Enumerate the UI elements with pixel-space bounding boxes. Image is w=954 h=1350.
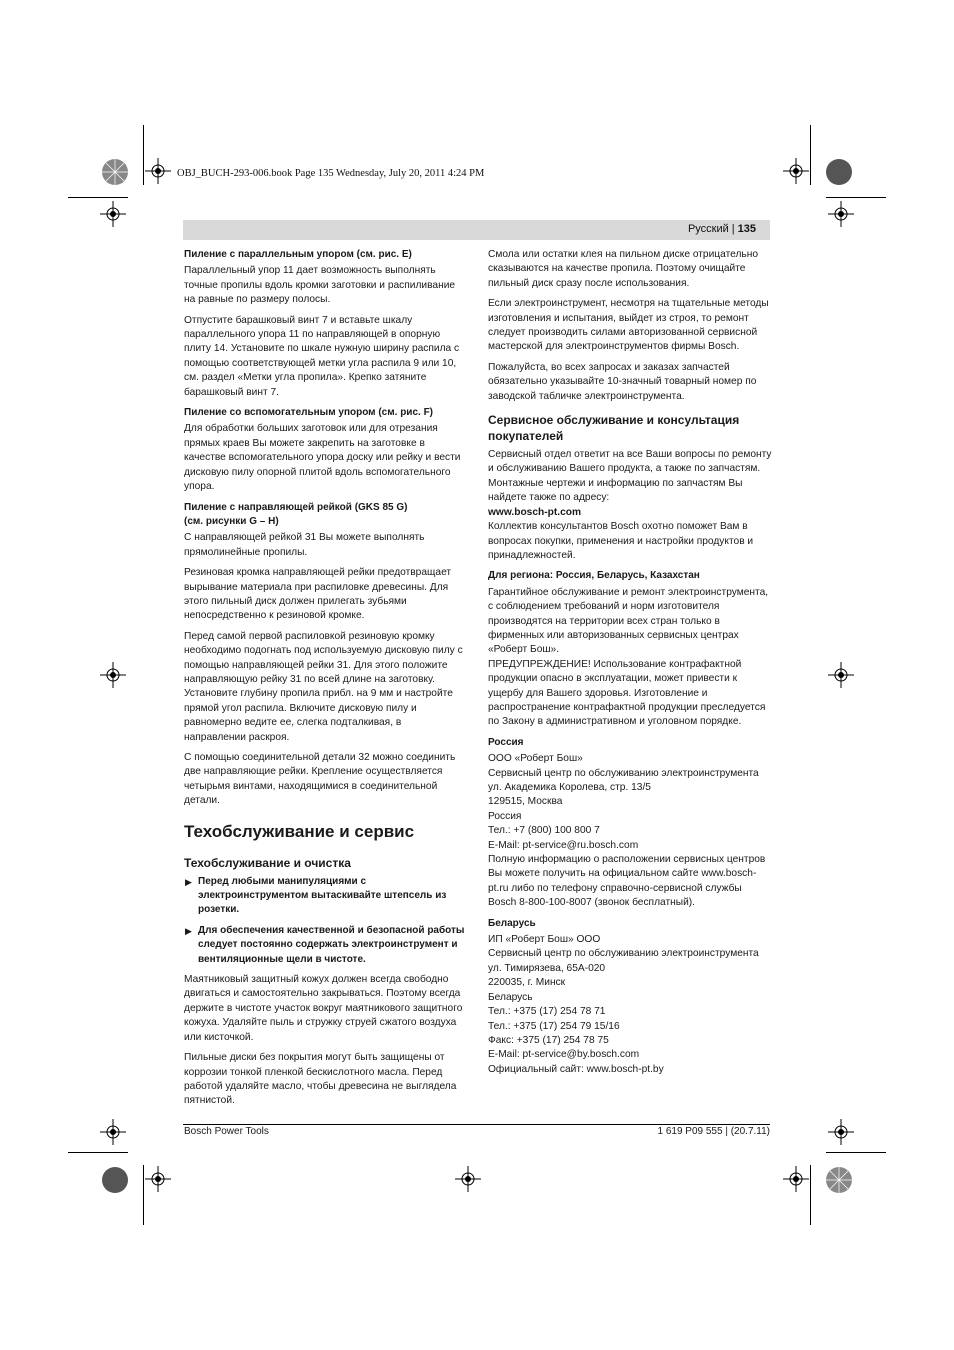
paragraph: Гарантийное обслуживание и ремонт электроинструмента, с соблюдением требований и норм изготовителя производятся на территории всех стран только в фирменных или авторизованных сервисных центрах «Роберт Бош». bbox=[488, 586, 769, 656]
contact-line: Россия bbox=[488, 810, 522, 822]
paragraph: Перед самой первой распиловкой резиновую кромку необходимо подогнать под используемую дисковую пилу с помощью направляющей рейки 31. Для этого положите направляющую рейку 31 по всей длине на заготовку. Установите глубину пропила прибл. на 9 мм и настройте прямой угол распила. Включите дисковую пилу и равномерно ведите ее, слегка подталкивая, в направлении раскроя. bbox=[184, 630, 463, 743]
contact-line: Официальный сайт: www.bosch-pt.by bbox=[488, 1063, 664, 1075]
section-title-parallel-guide: Пиление с параллельным упором (см. рис. E) bbox=[184, 249, 412, 260]
registration-mark-icon bbox=[828, 201, 854, 227]
header-language: Русский bbox=[687, 223, 729, 235]
paragraph: Параллельный упор 11 дает возможность выполнять точные пропилы вдоль кромки заготовки и распиливание на равные по размеру полосы. bbox=[184, 265, 456, 306]
header-text: Русский | 135 bbox=[687, 223, 756, 235]
paragraph: С направляющей рейкой 31 Вы можете выполнять прямолинейные пропилы. bbox=[184, 532, 425, 558]
sub-heading: Техобслуживание и очистка bbox=[184, 855, 351, 870]
bullet-item bbox=[184, 875, 466, 918]
paragraph: Коллектив консультантов Bosch охотно поможет Вам в вопросах покупки, применения и настройки продуктов и принадлежностей. bbox=[488, 521, 754, 561]
belarus-contact-block bbox=[488, 933, 772, 1077]
contact-line: Тел.: +375 (17) 254 78 71 bbox=[488, 1006, 606, 1018]
triangle-bullet-icon: ▶ bbox=[185, 925, 192, 936]
footer-doc-number: 1 619 P09 555 | (20.7.11) bbox=[657, 1126, 770, 1137]
contact-line: ул. Тимирязева, 65А-020 bbox=[488, 962, 606, 974]
paragraph: Отпустите барашковый винт 7 и вставьте шкалу параллельного упора 11 по направляющей в опорную плиту 14. Установите по шкале нужную ширину распила с помощью соответствующей метки угла распила 9 или 10, см. раздел «Метки угла пропила». Крепко затяните барашковый винт 7. bbox=[184, 314, 460, 398]
contact-line: Полную информацию о расположении сервисных центров Вы можете получить на официальном сайте www.bosch-pt.ru либо по телефону справочно-сервисной службы Bosch 8-800-100-8007 (звонок бесплатный). bbox=[488, 854, 766, 909]
registration-mark-icon bbox=[100, 1119, 126, 1145]
registration-mark-icon bbox=[828, 662, 854, 688]
russia-contact-block bbox=[488, 752, 772, 910]
left-column bbox=[184, 248, 466, 1115]
country-heading-russia: Россия bbox=[488, 736, 524, 748]
registration-mark-icon bbox=[828, 1119, 854, 1145]
contact-line: ул. Академика Королева, стр. 13/5 bbox=[488, 782, 651, 793]
registration-mark-icon bbox=[455, 1166, 481, 1192]
contact-line: 129515, Москва bbox=[488, 796, 563, 808]
contact-line: Тел.: +7 (800) 100 800 7 bbox=[488, 825, 600, 837]
contact-line: Беларусь bbox=[488, 991, 533, 1003]
paragraph: Резиновая кромка направляющей рейки предотвращает вырывание материала при распиловке древесины. Для этого пильный диск должен прилегать зубьями непосредственно к резиновой кромке. bbox=[184, 567, 452, 622]
contact-line: Факс: +375 (17) 254 78 75 bbox=[488, 1034, 609, 1046]
print-info-line: OBJ_BUCH-293-006.book Page 135 Wednesday, July 20, 2011 4:24 PM bbox=[177, 168, 485, 179]
registration-mark-icon bbox=[100, 662, 126, 688]
bullet-text: Для обеспечения качественной и безопасной работы следует постоянно содержать электроинструмент и вентиляционные щели в чистоте. bbox=[198, 924, 465, 965]
bullet-text: Перед любыми манипуляциями с электроинструментом вытаскивайте штепсель из розетки. bbox=[198, 875, 447, 916]
paragraph: Для обработки больших заготовок или для отрезания прямых краев Вы можете закрепить на заготовке в качестве вспомогательного упора доску или рейку и вести дисковую пилу опорной плитой вдоль вспомогательного упора. bbox=[184, 423, 461, 493]
main-heading: Техобслуживание и сервис bbox=[184, 821, 415, 841]
paragraph: Пожалуйста, во всех запросах и заказах запчастей обязательно указывайте 10-значный товарный номер по заводской табличке электроинструмента. bbox=[488, 361, 757, 402]
color-rosette-icon bbox=[825, 158, 853, 186]
paragraph: Маятниковый защитный кожух должен всегда свободно двигаться и самостоятельно закрываться. Поэтому всегда держите в чистоте участок вокруг маятникового защитного кожуха. Удаляйте пыль и стружку струей сжатого воздуха или кисточкой. bbox=[184, 974, 463, 1043]
paragraph: Сервисный отдел ответит на все Ваши вопросы по ремонту и обслуживанию Вашего продукта, а также по запчастям. Монтажные чертежи и информацию по запчастям Вы найдете также по адресу: bbox=[488, 449, 772, 504]
section-title-line: Пиление с направляющей рейкой (GKS 85 G) bbox=[184, 501, 408, 513]
contact-line: ИП «Роберт Бош» ООО bbox=[488, 934, 601, 946]
country-heading-belarus: Беларусь bbox=[488, 917, 536, 929]
page-number: 135 bbox=[737, 223, 756, 235]
registration-mark-icon bbox=[783, 1166, 809, 1192]
triangle-bullet-icon: ▶ bbox=[185, 876, 192, 887]
website-link[interactable]: www.bosch-pt.com bbox=[488, 506, 582, 518]
color-rosette-icon bbox=[101, 158, 129, 186]
contact-line: Тел.: +375 (17) 254 79 15/16 bbox=[488, 1020, 620, 1032]
color-rosette-icon bbox=[101, 1166, 129, 1194]
contact-line: 220035, г. Минск bbox=[488, 977, 566, 989]
contact-line: E-Mail: pt-service@by.bosch.com bbox=[488, 1049, 640, 1061]
page-header bbox=[183, 220, 770, 240]
section-title-line: (см. рисунки G – H) bbox=[184, 515, 279, 527]
contact-line: Сервисный центр по обслуживанию электроинструмента bbox=[488, 767, 759, 779]
paragraph: Пильные диски без покрытия могут быть защищены от коррозии тонкой пленкой бескислотного масла. Перед работой удаляйте масло, чтобы древесина не выглядела пятнистой. bbox=[184, 1052, 457, 1107]
paragraph: С помощью соединительной детали 32 можно соединить две направляющие рейки. Крепление осуществляется четырьмя винтами, находящимися в соединительной детали. bbox=[184, 752, 456, 807]
registration-mark-icon bbox=[145, 1166, 171, 1192]
paragraph: Смола или остатки клея на пильном диске отрицательно сказываются на качестве пропила. Поэтому очищайте пильный диск сразу после использования. bbox=[488, 249, 758, 289]
registration-mark-icon bbox=[783, 158, 809, 184]
footer-rule bbox=[183, 1124, 770, 1125]
right-column bbox=[488, 248, 772, 1077]
section-title-guide-rail bbox=[184, 501, 466, 530]
color-rosette-icon bbox=[825, 1166, 853, 1194]
contact-line: ООО «Роберт Бош» bbox=[488, 753, 583, 765]
contact-line: E-Mail: pt-service@ru.bosch.com bbox=[488, 839, 639, 851]
registration-mark-icon bbox=[145, 158, 171, 184]
service-heading: Сервисное обслуживание и консультация покупателей bbox=[488, 413, 740, 444]
paragraph: ПРЕДУПРЕЖДЕНИЕ! Использование контрафактной продукции опасно в эксплуатации, может привести к ущербу для Вашего здоровья. Изготовление и распространение контрафактной продукции преследуется по Закону в административном и уголовном порядке. bbox=[488, 658, 766, 728]
footer-brand: Bosch Power Tools bbox=[184, 1126, 269, 1137]
registration-mark-icon bbox=[100, 201, 126, 227]
region-heading: Для региона: Россия, Беларусь, Казахстан bbox=[488, 570, 700, 582]
contact-line: Сервисный центр по обслуживанию электроинструмента bbox=[488, 948, 759, 960]
section-title-auxiliary-guide: Пиление со вспомогательным упором (см. рис. F) bbox=[184, 407, 434, 419]
bullet-item bbox=[184, 924, 466, 967]
paragraph: Если электроинструмент, несмотря на тщательные методы изготовления и испытания, выйдет из строя, то ремонт следует производить силами авторизованной сервисной мастерской для электроинструментов фирмы Bosch. bbox=[488, 298, 769, 353]
